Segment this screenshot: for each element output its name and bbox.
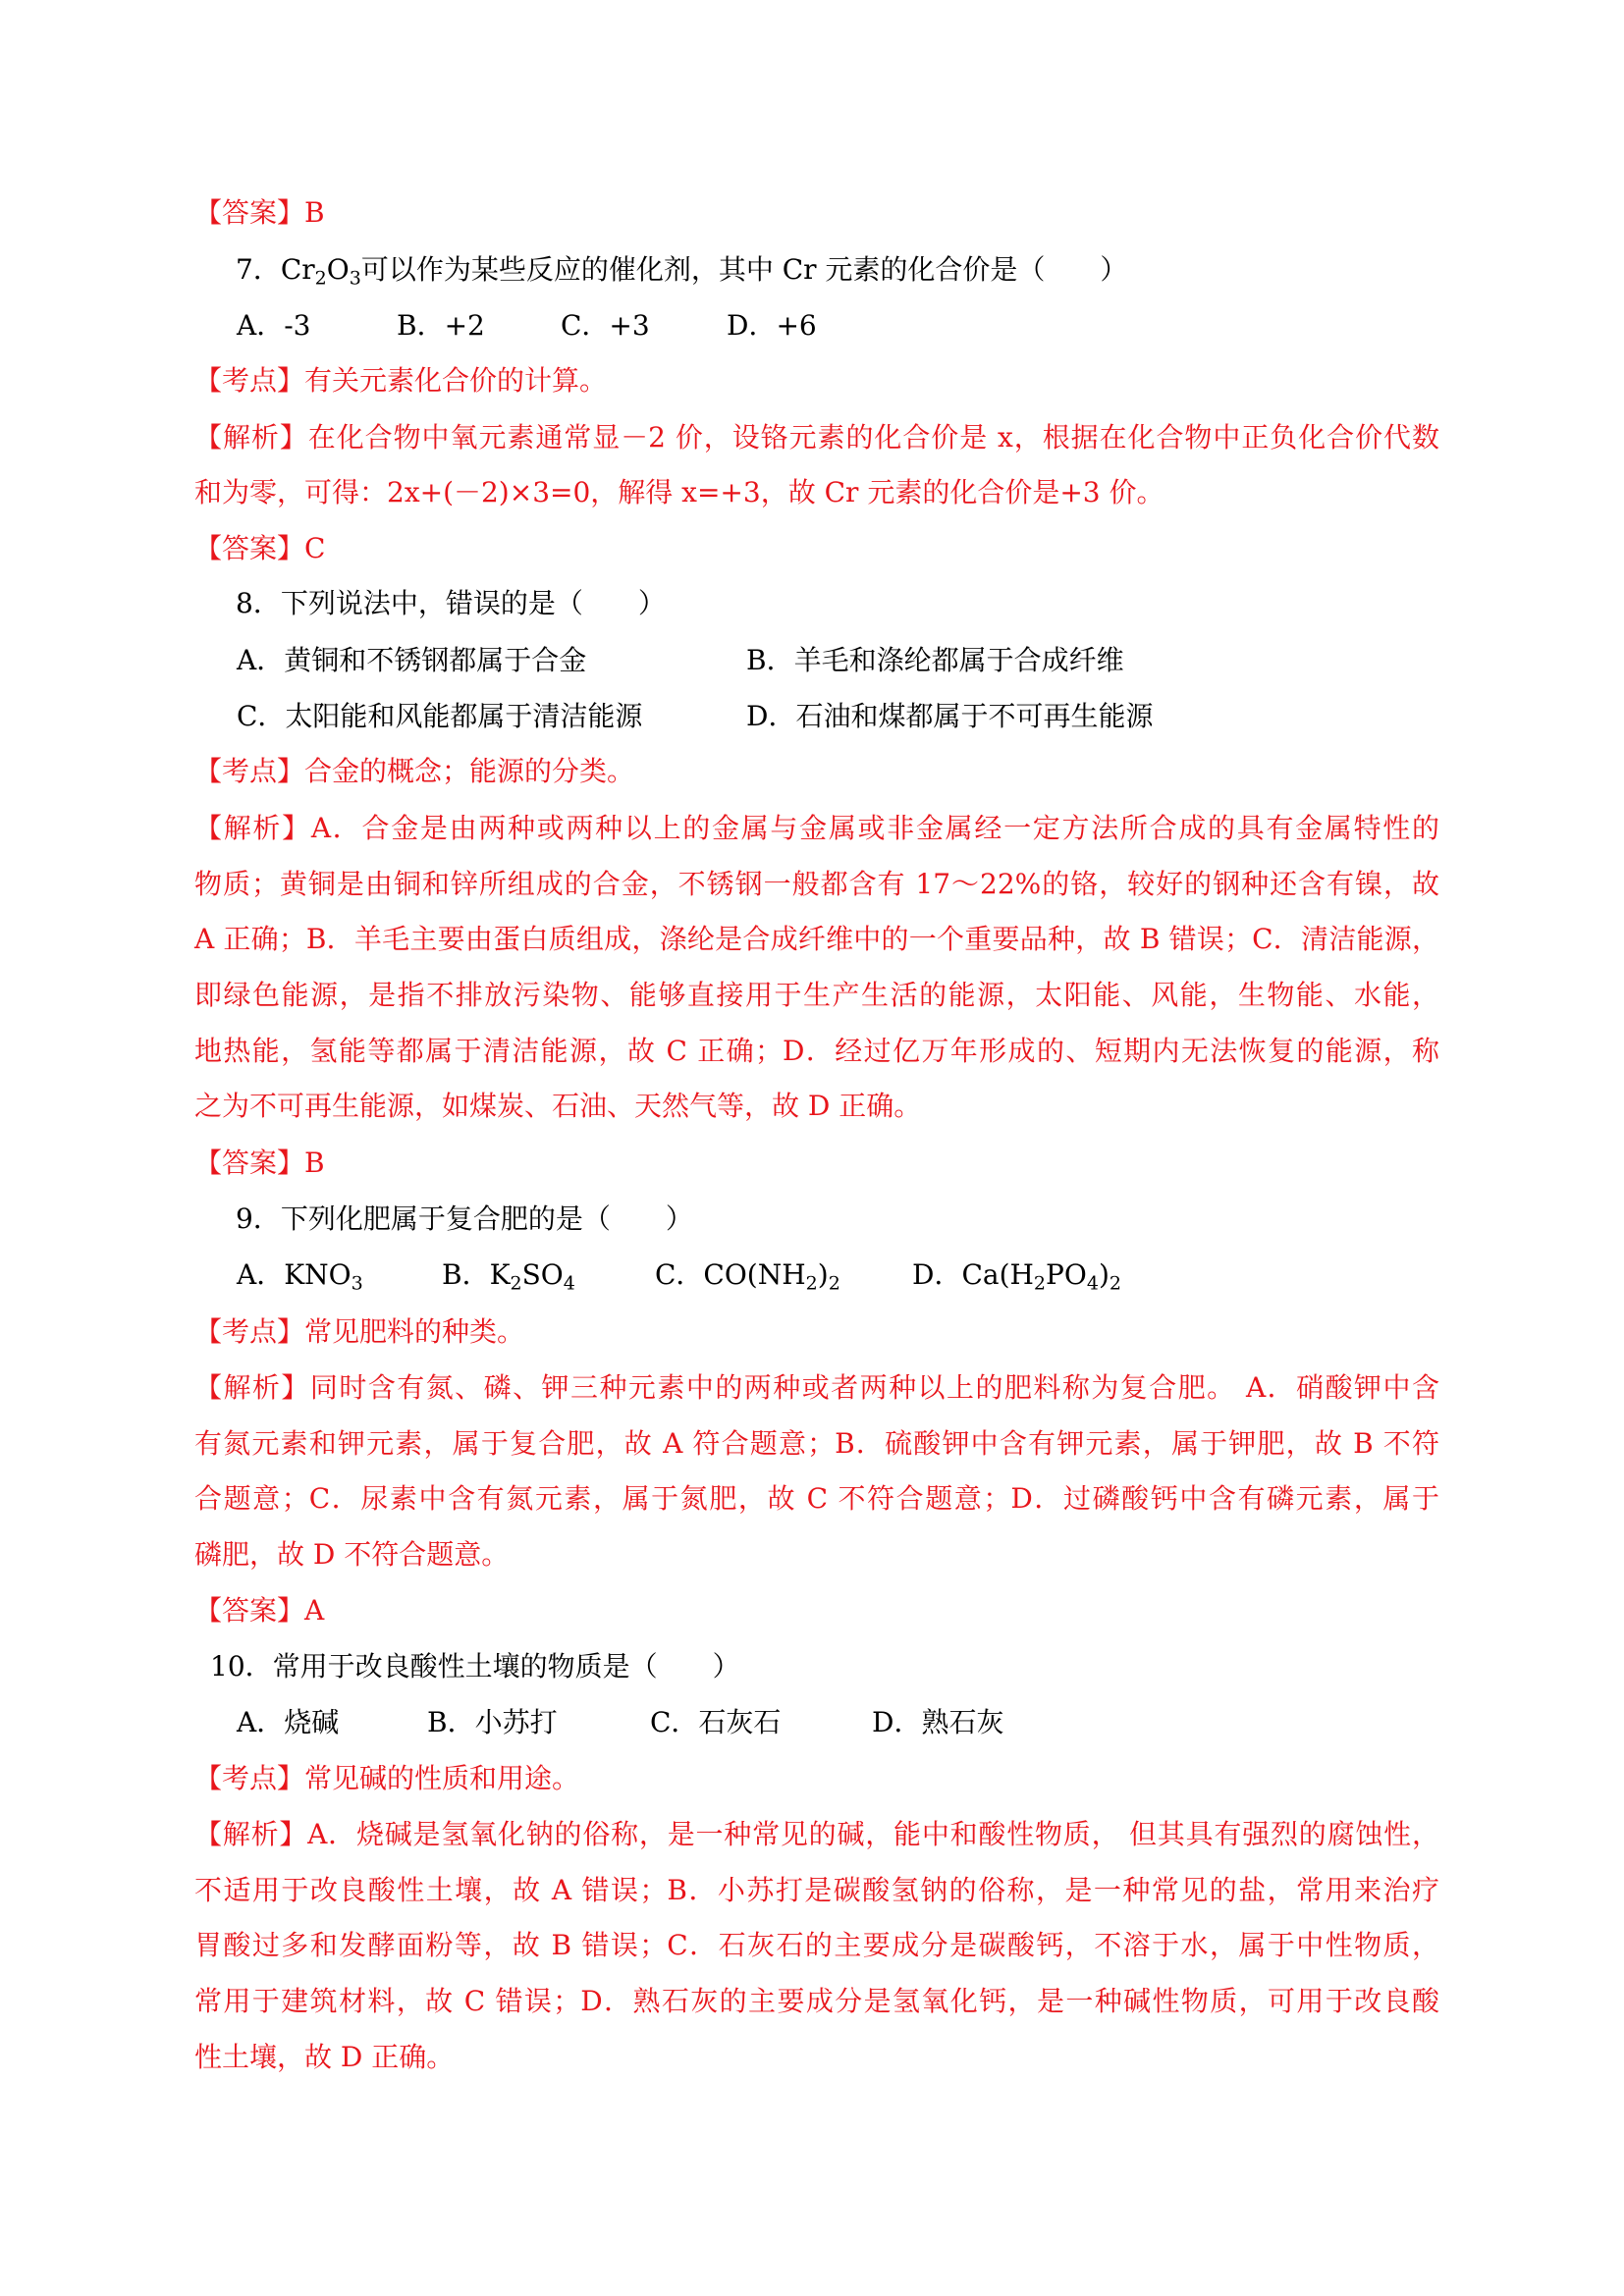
q9-jiexi-line-1: 【解析】同时含有氮、磷、钾三种元素中的两种或者两种以上的肥料称为复合肥。 A．硝酸钾中含 — [194, 1371, 1439, 1404]
q8-kaodian: 【考点】合金的概念；能源的分类。 — [194, 755, 635, 787]
q7-kaodian: 【考点】有关元素化合价的计算。 — [194, 364, 608, 397]
q8-jiexi-line-1: 【解析】A．合金是由两种或两种以上的金属与金属或非金属经一定方法所合成的具有金属特性的 — [194, 812, 1439, 844]
q10-kaodian: 【考点】常见碱的性质和用途。 — [194, 1762, 580, 1794]
q10-jiexi-line-3: 胃酸过多和发酵面粉等，故 B 错误；C．石灰石的主要成分是碳酸钙，不溶于水，属于中性物质， — [194, 1929, 1439, 1961]
q9-jiexi-line-4: 磷肥，故 D 不符合题意。 — [194, 1538, 510, 1571]
question-10-stem: 10．常用于改良酸性土壤的物质是（ ） — [210, 1650, 740, 1682]
q10-option-c: C．石灰石 — [650, 1706, 782, 1738]
q9-option-d: D．$Ca(H_2PO_4)_2$ — [912, 1258, 1121, 1295]
question-8-stem: 8．下列说法中，错误的是（ ） — [236, 587, 666, 619]
q10-jiexi-line-4: 常用于建筑材料，故 C 错误；D．熟石灰的主要成分是氢氧化钙，是一种碱性物质，可用于改良酸 — [194, 1985, 1439, 2017]
q8-option-c: C．太阳能和风能都属于清洁能源 — [237, 700, 643, 732]
q10-option-b: B．小苏打 — [427, 1706, 558, 1738]
q9-kaodian: 【考点】常见肥料的种类。 — [194, 1315, 525, 1348]
q8-jiexi-line-6: 之为不可再生能源，如煤炭、石油、天然气等，故 D 正确。 — [194, 1090, 922, 1122]
question-7-stem: 7．$Cr_2O_3$可以作为某些反应的催化剂，其中 Cr 元素的化合价是（ ） — [236, 253, 1128, 290]
q9-jiexi-line-3: 合题意；C．尿素中含有氮元素，属于氮肥，故 C 不符合题意；D．过磷酸钙中含有磷元素，属于 — [194, 1482, 1439, 1515]
answer-value: B — [304, 196, 325, 229]
q10-jiexi-line-5: 性土壤，故 D 正确。 — [194, 2041, 455, 2073]
q7-answer: 【答案】C — [194, 532, 326, 564]
q7-option-c: C．+3 — [561, 309, 650, 342]
q8-jiexi-line-3: A 正确；B．羊毛主要由蛋白质组成，涤纶是合成纤维中的一个重要品种，故 B 错误；C．清洁能源， — [194, 923, 1439, 955]
q7-option-b: B．+2 — [397, 309, 485, 342]
q7-option-d: D．+6 — [727, 309, 817, 342]
q9-answer: 【答案】A — [194, 1594, 325, 1627]
q7-jiexi-line-1: 【解析】在化合物中氧元素通常显－2 价，设铬元素的化合价是 x，根据在化合物中正负化合价代数 — [194, 421, 1439, 454]
q8-option-d: D．石油和煤都属于不可再生能源 — [746, 700, 1154, 732]
q9-option-b: B．$K_2SO_4$ — [442, 1258, 575, 1295]
q7-option-a: A．-3 — [237, 309, 311, 342]
q8-jiexi-line-5: 地热能，氢能等都属于清洁能源，故 C 正确；D．经过亿万年形成的、短期内无法恢复的能源，称 — [194, 1035, 1439, 1067]
answer-tag: 【答案】 — [194, 196, 305, 229]
q7-jiexi-line-2: 和为零，可得：2x+(－2)×3=0，解得 x=+3，故 Cr 元素的化合价是+3 价。 — [194, 476, 1164, 508]
q8-option-a: A．黄铜和不锈钢都属于合金 — [237, 644, 587, 676]
q10-jiexi-line-2: 不适用于改良酸性土壤，故 A 错误；B．小苏打是碳酸氢钠的俗称，是一种常见的盐，常用来治疗 — [194, 1874, 1439, 1906]
q10-option-d: D．熟石灰 — [872, 1706, 1004, 1738]
q8-jiexi-line-4: 即绿色能源，是指不排放污染物、能够直接用于生产生活的能源，太阳能、风能，生物能、水能， — [194, 979, 1439, 1011]
q9-option-a: A．$KNO_3$ — [237, 1258, 363, 1295]
q10-jiexi-line-1: 【解析】A．烧碱是氢氧化钠的俗称，是一种常见的碱，能中和酸性物质， 但其具有强烈的腐蚀性， — [194, 1818, 1439, 1850]
q9-option-c: C．$CO(NH_2)_2$ — [655, 1258, 840, 1295]
q8-option-b: B．羊毛和涤纶都属于合成纤维 — [746, 644, 1124, 676]
q8-jiexi-line-2: 物质；黄铜是由铜和锌所组成的合金，不锈钢一般都含有 17～22%的铬，较好的钢种还含有镍，故 — [194, 868, 1439, 900]
q8-answer: 【答案】B — [194, 1147, 325, 1179]
q6-answer — [194, 196, 325, 229]
question-9-stem: 9．下列化肥属于复合肥的是（ ） — [236, 1202, 693, 1235]
q9-jiexi-line-2: 有氮元素和钾元素，属于复合肥，故 A 符合题意；B．硫酸钾中含有钾元素，属于钾肥，故 B 不符 — [194, 1427, 1439, 1460]
q10-option-a: A．烧碱 — [237, 1706, 340, 1738]
